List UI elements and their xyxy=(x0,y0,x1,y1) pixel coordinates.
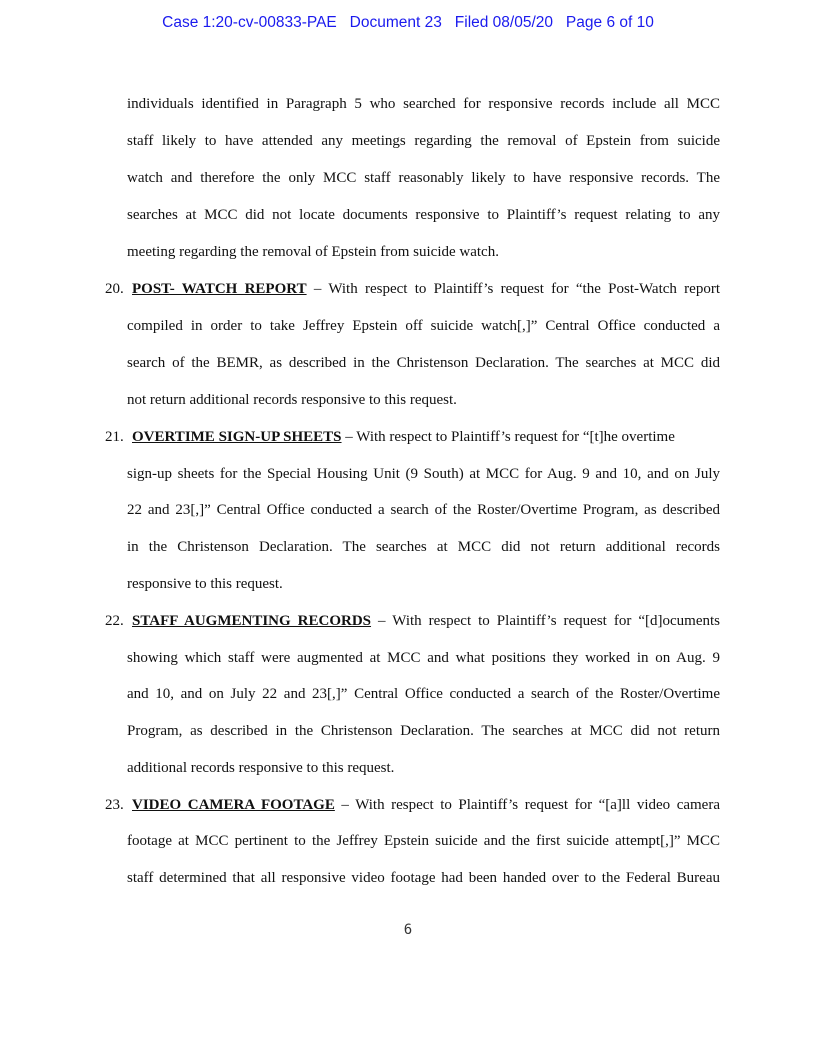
body-line: footage at MCC pertinent to the Jeffrey Epstein suicide and the first suicide attempt[,]” MCC xyxy=(127,833,720,849)
paragraph-first-line xyxy=(132,612,720,630)
body-line: sign-up sheets for the Special Housing Unit (9 South) at MCC for Aug. 9 and 10, and on July xyxy=(127,466,720,482)
paragraph-first-line xyxy=(132,280,720,298)
body-line: searches at MCC did not locate documents responsive to Plaintiff’s request relating to any xyxy=(127,207,720,223)
paragraph-heading: POST- WATCH REPORT xyxy=(132,281,307,297)
body-line: not return additional records responsive to this request. xyxy=(127,392,457,408)
body-line: in the Christenson Declaration. The searches at MCC did not return additional records xyxy=(127,539,720,555)
body-line: individuals identified in Paragraph 5 who searched for responsive records include all MCC xyxy=(127,96,720,112)
case-header: Case 1:20-cv-00833-PAE Document 23 Filed 08/05/20 Page 6 of 10 xyxy=(162,14,654,31)
paragraph-intro-text: – With respect to Plaintiff’s request for “[a]ll video camera xyxy=(334,797,720,813)
paragraph-number: 20. xyxy=(105,281,124,297)
body-line: additional records responsive to this request. xyxy=(127,760,395,776)
paragraph-first-line xyxy=(132,796,720,814)
paragraph-first-line xyxy=(132,428,720,446)
paragraph-heading: OVERTIME SIGN-UP SHEETS xyxy=(132,429,342,445)
body-line: showing which staff were augmented at MCC and what positions they worked in on Aug. 9 xyxy=(127,650,720,666)
body-line: search of the BEMR, as described in the Christenson Declaration. The searches at MCC did xyxy=(127,355,720,371)
paragraph-intro-text: – With respect to Plaintiff’s request for “[d]ocuments xyxy=(371,613,720,629)
paragraph-intro-text: – With respect to Plaintiff’s request for “[t]he overtime xyxy=(341,429,675,445)
body-line: responsive to this request. xyxy=(127,576,283,592)
body-line: meeting regarding the removal of Epstein from suicide watch. xyxy=(127,244,499,260)
body-line: compiled in order to take Jeffrey Epstein off suicide watch[,]” Central Office conducted a xyxy=(127,318,720,334)
paragraph-heading: VIDEO CAMERA FOOTAGE xyxy=(132,797,335,813)
paragraph-intro-text: – With respect to Plaintiff’s request for “the Post-Watch report xyxy=(306,281,720,297)
page-number: 6 xyxy=(403,922,413,938)
body-line: 22 and 23[,]” Central Office conducted a search of the Roster/Overtime Program, as described xyxy=(127,502,720,518)
paragraph-heading: STAFF AUGMENTING RECORDS xyxy=(132,613,372,629)
body-line: Program, as described in the Christenson Declaration. The searches at MCC did not return xyxy=(127,723,720,739)
paragraph-number: 21. xyxy=(105,429,124,445)
body-line: and 10, and on July 22 and 23[,]” Central Office conducted a search of the Roster/Overtime xyxy=(127,686,720,702)
paragraph-number: 22. xyxy=(105,613,124,629)
body-line: staff determined that all responsive video footage had been handed over to the Federal Bureau xyxy=(127,870,720,886)
body-line: staff likely to have attended any meetings regarding the removal of Epstein from suicide xyxy=(127,133,720,149)
paragraph-number: 23. xyxy=(105,797,124,813)
body-line: watch and therefore the only MCC staff reasonably likely to have responsive records. The xyxy=(127,170,720,186)
